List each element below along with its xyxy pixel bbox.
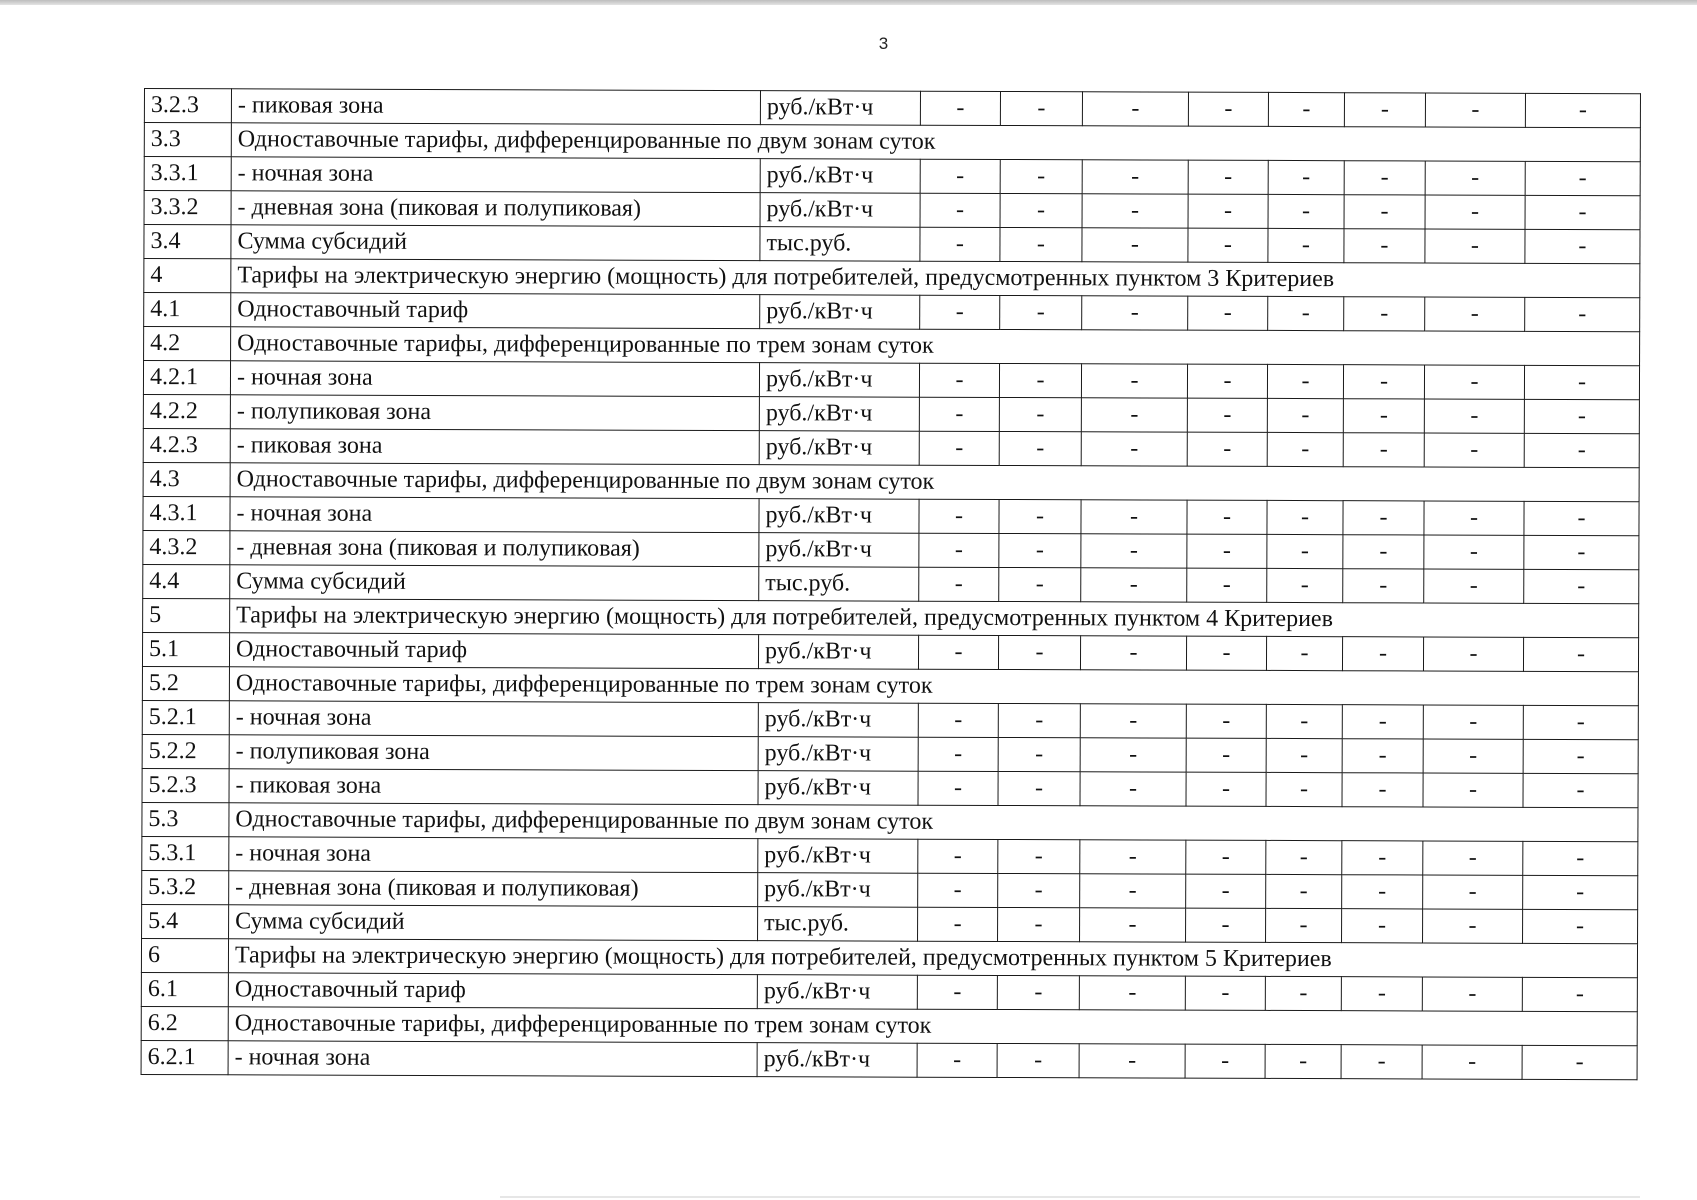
unit-cell: руб./кВт·ч <box>758 635 918 670</box>
section-title: Одноставочные тарифы, дифференцированные по двум зонам суток <box>230 463 1639 502</box>
value-cell: - <box>998 771 1080 805</box>
value-cell: - <box>918 839 998 873</box>
row-number: 3.2.3 <box>144 89 231 123</box>
value-cell: - <box>1000 159 1082 193</box>
value-cell: - <box>999 363 1081 397</box>
value-cell: - <box>1266 738 1342 772</box>
value-cell: - <box>1082 228 1188 262</box>
row-number: 5.2 <box>142 666 229 700</box>
value-cell: - <box>1343 535 1424 569</box>
value-cell: - <box>1188 160 1268 194</box>
value-cell: - <box>918 635 998 669</box>
value-cell: - <box>918 873 998 907</box>
row-number: 4 <box>144 259 231 293</box>
value-cell: - <box>920 193 1000 227</box>
value-cell: - <box>1268 92 1344 126</box>
value-cell: - <box>999 397 1081 431</box>
value-cell: - <box>997 975 1079 1009</box>
table-section-row <box>144 327 1640 366</box>
value-cell: - <box>1524 569 1639 603</box>
table-row <box>142 768 1638 807</box>
value-cell: - <box>1082 92 1188 126</box>
value-cell: - <box>1000 91 1082 125</box>
value-cell: - <box>1522 977 1637 1011</box>
value-cell: - <box>1187 500 1267 534</box>
value-cell: - <box>1423 773 1523 807</box>
row-label: - полупиковая зона <box>229 735 758 771</box>
value-cell: - <box>1424 433 1524 467</box>
section-title: Одноставочные тарифы, дифференцированные по трем зонам суток <box>229 667 1638 706</box>
value-cell: - <box>919 397 999 431</box>
unit-cell: руб./кВт·ч <box>760 193 920 228</box>
value-cell: - <box>1081 534 1187 568</box>
value-cell: - <box>1523 705 1638 739</box>
row-number: 6.2 <box>141 1006 228 1040</box>
row-label: - ночная зона <box>230 497 759 533</box>
row-number: 4.3.2 <box>143 530 230 564</box>
value-cell: - <box>1344 161 1425 195</box>
row-number: 6.1 <box>141 972 228 1006</box>
row-number: 4.2 <box>144 327 231 361</box>
value-cell: - <box>1423 739 1523 773</box>
value-cell: - <box>1423 909 1523 943</box>
row-label: Сумма субсидий <box>229 905 758 941</box>
value-cell: - <box>1185 1044 1265 1078</box>
value-cell: - <box>1000 295 1082 329</box>
value-cell: - <box>1423 841 1523 875</box>
table-row <box>143 428 1639 467</box>
value-cell: - <box>1343 399 1424 433</box>
unit-cell: тыс.руб. <box>758 907 918 942</box>
value-cell: - <box>1268 296 1344 330</box>
table-row <box>144 89 1640 128</box>
scan-bottom-edge <box>500 1196 1640 1198</box>
value-cell: - <box>917 975 997 1009</box>
value-cell: - <box>1080 738 1186 772</box>
table-row <box>144 225 1640 264</box>
table-row <box>142 904 1638 943</box>
value-cell: - <box>1422 977 1522 1011</box>
value-cell: - <box>1425 297 1525 331</box>
value-cell: - <box>1343 501 1424 535</box>
value-cell: - <box>1342 637 1423 671</box>
value-cell: - <box>1266 772 1342 806</box>
row-number: 3.3.2 <box>144 191 231 225</box>
value-cell: - <box>1081 432 1187 466</box>
value-cell: - <box>1079 1044 1185 1078</box>
value-cell: - <box>1423 637 1523 671</box>
table-row <box>142 836 1638 875</box>
value-cell: - <box>1342 875 1423 909</box>
value-cell: - <box>1000 193 1082 227</box>
unit-cell: руб./кВт·ч <box>760 295 920 330</box>
value-cell: - <box>998 839 1080 873</box>
value-cell: - <box>1081 568 1187 602</box>
value-cell: - <box>1424 365 1524 399</box>
value-cell: - <box>1265 1044 1341 1078</box>
unit-cell: руб./кВт·ч <box>758 703 918 738</box>
page-number: 3 <box>878 34 889 53</box>
row-label: - ночная зона <box>228 1041 757 1077</box>
value-cell: - <box>1267 432 1343 466</box>
section-title: Одноставочные тарифы, дифференцированные по трем зонам суток <box>231 327 1640 366</box>
value-cell: - <box>998 873 1080 907</box>
value-cell: - <box>1344 195 1425 229</box>
value-cell: - <box>1525 93 1640 127</box>
value-cell: - <box>998 703 1080 737</box>
value-cell: - <box>1186 772 1266 806</box>
value-cell: - <box>1080 874 1186 908</box>
table-row <box>142 632 1638 671</box>
value-cell: - <box>1186 908 1266 942</box>
value-cell: - <box>1080 908 1186 942</box>
value-cell: - <box>1187 398 1267 432</box>
unit-cell: руб./кВт·ч <box>759 397 919 432</box>
value-cell: - <box>1081 364 1187 398</box>
value-cell: - <box>1267 568 1343 602</box>
value-cell: - <box>917 1043 997 1077</box>
row-number: 5.3 <box>142 802 229 836</box>
value-cell: - <box>1186 840 1266 874</box>
row-label: - пиковая зона <box>229 769 758 805</box>
value-cell: - <box>1425 161 1525 195</box>
value-cell: - <box>1524 433 1639 467</box>
unit-cell: руб./кВт·ч <box>759 431 919 466</box>
value-cell: - <box>1081 500 1187 534</box>
value-cell: - <box>1186 874 1266 908</box>
row-number: 3.3.1 <box>144 157 231 191</box>
row-label: Одноставочный тариф <box>231 293 760 329</box>
row-number: 4.1 <box>144 293 231 327</box>
value-cell: - <box>1082 160 1188 194</box>
value-cell: - <box>1266 704 1342 738</box>
value-cell: - <box>1266 840 1342 874</box>
table-section-row <box>143 462 1639 501</box>
value-cell: - <box>999 499 1081 533</box>
value-cell: - <box>1523 909 1638 943</box>
value-cell: - <box>920 91 1000 125</box>
unit-cell: руб./кВт·ч <box>758 873 918 908</box>
row-label: - пиковая зона <box>230 429 759 465</box>
value-cell: - <box>1524 365 1639 399</box>
row-label: Одноставочный тариф <box>228 973 757 1009</box>
value-cell: - <box>918 907 998 941</box>
unit-cell: руб./кВт·ч <box>758 737 918 772</box>
value-cell: - <box>1080 636 1186 670</box>
value-cell: - <box>920 227 1000 261</box>
value-cell: - <box>1525 161 1640 195</box>
row-label: - полупиковая зона <box>230 395 759 431</box>
row-number: 5.2.1 <box>142 700 229 734</box>
row-number: 4.2.2 <box>143 394 230 428</box>
value-cell: - <box>1188 92 1268 126</box>
value-cell: - <box>1524 501 1639 535</box>
value-cell: - <box>1525 195 1640 229</box>
value-cell: - <box>1522 1045 1637 1079</box>
value-cell: - <box>1341 1045 1422 1079</box>
value-cell: - <box>1268 194 1344 228</box>
value-cell: - <box>1341 977 1422 1011</box>
row-number: 5.4 <box>142 904 229 938</box>
value-cell: - <box>1185 976 1265 1010</box>
value-cell: - <box>1523 841 1638 875</box>
value-cell: - <box>999 533 1081 567</box>
value-cell: - <box>919 499 999 533</box>
unit-cell: руб./кВт·ч <box>757 1043 917 1078</box>
row-label: - ночная зона <box>229 837 758 873</box>
value-cell: - <box>999 567 1081 601</box>
value-cell: - <box>1425 93 1525 127</box>
value-cell: - <box>1523 637 1638 671</box>
table-body <box>141 89 1640 1080</box>
value-cell: - <box>920 159 1000 193</box>
value-cell: - <box>1267 398 1343 432</box>
value-cell: - <box>1425 229 1525 263</box>
unit-cell: руб./кВт·ч <box>760 159 920 194</box>
table-row <box>144 191 1640 230</box>
value-cell: - <box>1523 875 1638 909</box>
table-row <box>143 361 1639 400</box>
value-cell: - <box>1079 976 1185 1010</box>
value-cell: - <box>1188 194 1268 228</box>
value-cell: - <box>918 771 998 805</box>
row-label: Сумма субсидий <box>231 225 760 261</box>
tariff-table <box>141 88 1641 1080</box>
row-number: 5.2.2 <box>142 734 229 768</box>
value-cell: - <box>919 431 999 465</box>
row-label: - пиковая зона <box>231 89 760 125</box>
value-cell: - <box>1187 364 1267 398</box>
value-cell: - <box>1266 908 1342 942</box>
value-cell: - <box>920 295 1000 329</box>
value-cell: - <box>1342 909 1423 943</box>
value-cell: - <box>1424 535 1524 569</box>
section-title: Одноставочные тарифы, дифференцированные по трем зонам суток <box>228 1007 1637 1046</box>
row-number: 6.2.1 <box>141 1040 228 1074</box>
value-cell: - <box>1343 569 1424 603</box>
value-cell: - <box>1267 364 1343 398</box>
row-label: - ночная зона <box>230 361 759 397</box>
value-cell: - <box>919 363 999 397</box>
value-cell: - <box>1344 93 1425 127</box>
value-cell: - <box>1265 976 1341 1010</box>
value-cell: - <box>1081 398 1187 432</box>
value-cell: - <box>1422 1045 1522 1079</box>
value-cell: - <box>1344 229 1425 263</box>
value-cell: - <box>1342 841 1423 875</box>
table-section-row <box>141 1006 1637 1045</box>
row-number: 4.3 <box>143 462 230 496</box>
value-cell: - <box>1186 636 1266 670</box>
table-section-row <box>143 598 1639 637</box>
value-cell: - <box>1343 433 1424 467</box>
unit-cell: тыс.руб. <box>759 567 919 602</box>
value-cell: - <box>1082 296 1188 330</box>
value-cell: - <box>1342 739 1423 773</box>
section-title: Тарифы на электрическую энергию (мощность) для потребителей, предусмотренных пунктом 3 Критериев <box>231 259 1640 298</box>
value-cell: - <box>1187 432 1267 466</box>
section-title: Тарифы на электрическую энергию (мощность) для потребителей, предусмотренных пунктом 4 Критериев <box>230 599 1639 638</box>
section-title: Одноставочные тарифы, дифференцированные по двум зонам суток <box>231 123 1640 162</box>
table-section-row <box>142 802 1638 841</box>
unit-cell: руб./кВт·ч <box>759 499 919 534</box>
value-cell: - <box>1268 160 1344 194</box>
row-number: 5.3.2 <box>142 870 229 904</box>
row-number: 4.3.1 <box>143 496 230 530</box>
value-cell: - <box>998 907 1080 941</box>
value-cell: - <box>1082 194 1188 228</box>
value-cell: - <box>1423 875 1523 909</box>
value-cell: - <box>1080 704 1186 738</box>
value-cell: - <box>1188 228 1268 262</box>
unit-cell: тыс.руб. <box>760 227 920 262</box>
value-cell: - <box>1188 296 1268 330</box>
unit-cell: руб./кВт·ч <box>758 771 918 806</box>
table-row <box>142 700 1638 739</box>
table-row <box>141 972 1637 1011</box>
value-cell: - <box>1187 568 1267 602</box>
value-cell: - <box>1343 365 1424 399</box>
value-cell: - <box>999 431 1081 465</box>
section-title: Тарифы на электрическую энергию (мощность) для потребителей, предусмотренных пунктом 5 Критериев <box>228 939 1637 978</box>
value-cell: - <box>1423 705 1523 739</box>
value-cell: - <box>1268 228 1344 262</box>
table-row <box>142 734 1638 773</box>
value-cell: - <box>1186 738 1266 772</box>
unit-cell: руб./кВт·ч <box>759 533 919 568</box>
row-number: 4.2.1 <box>143 361 230 395</box>
value-cell: - <box>1523 739 1638 773</box>
scan-top-edge <box>0 0 1697 5</box>
row-label: - дневная зона (пиковая и полупиковая) <box>229 871 758 907</box>
table-row <box>143 394 1639 433</box>
value-cell: - <box>1080 772 1186 806</box>
table-row <box>144 293 1640 332</box>
row-number: 4.2.3 <box>143 428 230 462</box>
value-cell: - <box>1266 636 1342 670</box>
row-number: 5.2.3 <box>142 768 229 802</box>
row-label: Одноставочный тариф <box>229 633 758 669</box>
row-label: Сумма субсидий <box>230 565 759 601</box>
value-cell: - <box>918 703 998 737</box>
value-cell: - <box>1266 874 1342 908</box>
table-section-row <box>142 666 1638 705</box>
value-cell: - <box>1524 535 1639 569</box>
value-cell: - <box>918 737 998 771</box>
value-cell: - <box>998 737 1080 771</box>
value-cell: - <box>1425 195 1525 229</box>
value-cell: - <box>1342 705 1423 739</box>
value-cell: - <box>1000 227 1082 261</box>
value-cell: - <box>1424 399 1524 433</box>
unit-cell: руб./кВт·ч <box>759 363 919 398</box>
table-row <box>143 530 1639 569</box>
value-cell: - <box>1424 569 1524 603</box>
value-cell: - <box>998 635 1080 669</box>
row-number: 5 <box>143 598 230 632</box>
row-number: 6 <box>141 938 228 972</box>
value-cell: - <box>1080 840 1186 874</box>
value-cell: - <box>1267 534 1343 568</box>
table-section-row <box>144 259 1640 298</box>
row-label: - дневная зона (пиковая и полупиковая) <box>230 531 759 567</box>
row-number: 3.3 <box>144 123 231 157</box>
section-title: Одноставочные тарифы, дифференцированные по двум зонам суток <box>229 803 1638 842</box>
table-section-row <box>144 123 1640 162</box>
value-cell: - <box>1524 399 1639 433</box>
unit-cell: руб./кВт·ч <box>758 839 918 874</box>
row-label: - ночная зона <box>231 157 760 193</box>
value-cell: - <box>1525 297 1640 331</box>
value-cell: - <box>1186 704 1266 738</box>
row-number: 5.1 <box>142 632 229 666</box>
row-number: 4.4 <box>143 564 230 598</box>
value-cell: - <box>1525 229 1640 263</box>
table-row <box>143 496 1639 535</box>
value-cell: - <box>1523 773 1638 807</box>
row-number: 5.3.1 <box>142 836 229 870</box>
value-cell: - <box>1267 500 1343 534</box>
table-row <box>141 1040 1637 1079</box>
value-cell: - <box>919 567 999 601</box>
table-row <box>143 564 1639 603</box>
row-label: - дневная зона (пиковая и полупиковая) <box>231 191 760 227</box>
value-cell: - <box>1344 297 1425 331</box>
unit-cell: руб./кВт·ч <box>757 975 917 1010</box>
table-row <box>142 870 1638 909</box>
table-row <box>144 157 1640 196</box>
row-label: - ночная зона <box>229 701 758 737</box>
value-cell: - <box>1424 501 1524 535</box>
row-number: 3.4 <box>144 225 231 259</box>
unit-cell: руб./кВт·ч <box>760 91 920 126</box>
value-cell: - <box>997 1043 1079 1077</box>
value-cell: - <box>1187 534 1267 568</box>
table-section-row <box>141 938 1637 977</box>
value-cell: - <box>919 533 999 567</box>
value-cell: - <box>1342 773 1423 807</box>
